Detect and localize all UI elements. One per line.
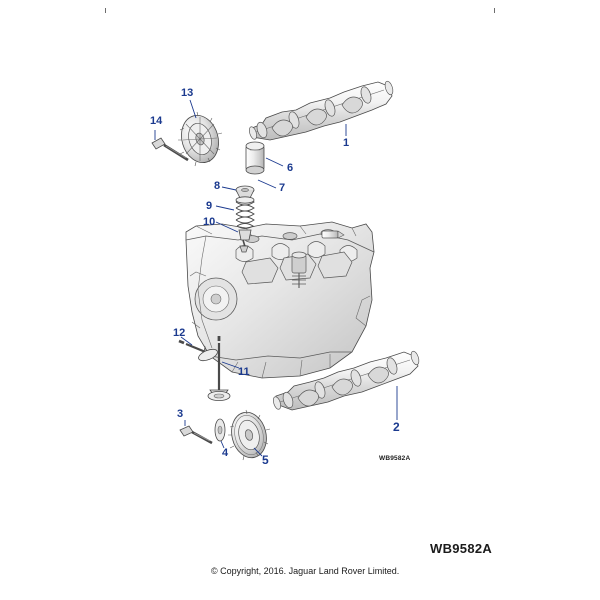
callout-3: 3 — [177, 408, 184, 420]
valve-spring — [236, 197, 254, 229]
variable-valve-timing-sprocket — [176, 111, 224, 167]
page-tick-right — [494, 8, 495, 13]
camshaft-upper — [248, 80, 394, 140]
valve-tappet-bucket — [246, 142, 264, 174]
callout-13: 13 — [181, 87, 194, 99]
callout-4: 4 — [222, 447, 229, 459]
thrust-washer — [215, 419, 225, 441]
valve-spring-retainer — [236, 186, 254, 198]
callout-6: 6 — [287, 162, 294, 174]
part-code-small: WB9582A — [379, 455, 411, 462]
callout-2: 2 — [393, 420, 400, 434]
callout-12: 12 — [173, 327, 186, 339]
part-code-large: WB9582A — [430, 541, 493, 556]
callout-8: 8 — [214, 180, 221, 192]
copyright-notice: © Copyright, 2016. Jaguar Land Rover Limited. — [211, 566, 400, 576]
callout-14: 14 — [150, 115, 163, 127]
callout-10: 10 — [203, 216, 216, 228]
callout-7: 7 — [279, 182, 286, 194]
page-tick-left — [105, 8, 106, 13]
callout-5: 5 — [262, 453, 269, 467]
callout-11: 11 — [238, 366, 250, 378]
sprocket-bolt-lower — [180, 426, 212, 443]
callout-1: 1 — [343, 137, 350, 149]
callout-9: 9 — [206, 200, 213, 212]
